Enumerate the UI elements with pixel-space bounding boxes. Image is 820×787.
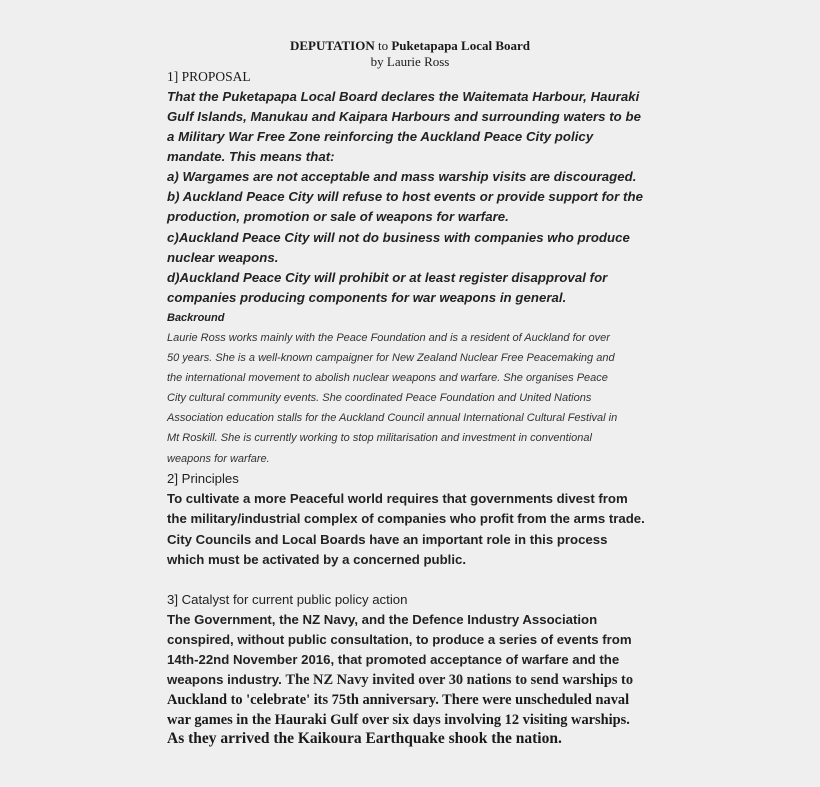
proposal-line: That the Puketapapa Local Board declares the Waitemata Harbour, Hauraki xyxy=(167,89,640,104)
proposal-line: Gulf Islands, Manukau and Kaipara Harbours and surrounding waters to be xyxy=(167,109,641,124)
title-deputation: DEPUTATION xyxy=(289,38,375,53)
principles-heading: 2] Principles xyxy=(167,471,239,486)
proposal-line: nuclear weapons. xyxy=(167,250,279,265)
proposal-line: mandate. This means that: xyxy=(167,149,335,164)
proposal-line: b) Auckland Peace City will refuse to host events or provide support for the xyxy=(167,189,643,204)
catalyst-line: conspired, without public consultation, to produce a series of events from xyxy=(167,632,632,647)
principles-line: City Councils and Local Boards have an important role in this process xyxy=(167,532,608,547)
principles-line: the military/industrial complex of companies who profit from the arms trade. xyxy=(167,511,645,526)
proposal-line: a Military War Free Zone reinforcing the Auckland Peace City policy xyxy=(167,129,594,144)
background-line: 50 years. She is a well-known campaigner for New Zealand Nuclear Free Peacemaking and xyxy=(167,352,615,364)
catalyst-heading: 3] Catalyst for current public policy action xyxy=(167,592,408,607)
background-line: Laurie Ross works mainly with the Peace Foundation and is a resident of Auckland for over xyxy=(167,332,610,344)
principles-line: To cultivate a more Peaceful world requires that governments divest from xyxy=(167,491,628,506)
proposal-line: production, promotion or sale of weapons for warfare. xyxy=(167,209,509,224)
background-line: weapons for warfare. xyxy=(167,453,270,465)
proposal-line: c)Auckland Peace City will not do business with companies who produce xyxy=(167,230,630,245)
proposal-line: d)Auckland Peace City will prohibit or at least register disapproval for xyxy=(167,270,608,285)
title-connector: to xyxy=(374,38,392,53)
title-board: Puketapapa Local Board xyxy=(391,38,531,53)
catalyst-final-line: As they arrived the Kaikoura Earthquake shook the nation. xyxy=(167,730,562,747)
catalyst-serif-line: Auckland to 'celebrate' its 75th anniversary. There were unscheduled naval xyxy=(167,692,630,708)
catalyst-line: The Government, the NZ Navy, and the Defence Industry Association xyxy=(167,612,598,627)
document-title xyxy=(0,38,820,54)
background-heading: Backround xyxy=(167,312,225,324)
proposal-line: a) Wargames are not acceptable and mass warship visits are discouraged. xyxy=(167,169,637,184)
background-line: the international movement to abolish nuclear weapons and warfare. She organises Peace xyxy=(167,372,608,384)
proposal-heading: 1] PROPOSAL xyxy=(167,69,251,84)
background-line: City cultural community events. She coordinated Peace Foundation and United Nations xyxy=(167,392,592,404)
proposal-line: companies producing components for war weapons in general. xyxy=(167,290,567,305)
catalyst-serif-line: war games in the Hauraki Gulf over six days involving 12 visiting warships. xyxy=(167,712,630,728)
catalyst-mixed-serif: The NZ Navy invited over 30 nations to send warships to xyxy=(285,672,634,688)
catalyst-mixed-line xyxy=(167,672,633,689)
background-line: Mt Roskill. She is currently working to stop militarisation and investment in conventional xyxy=(167,432,592,444)
document-author: by Laurie Ross xyxy=(370,54,450,69)
catalyst-line: 14th-22nd November 2016, that promoted acceptance of warfare and the xyxy=(167,652,620,667)
background-line: Association education stalls for the Auckland Council annual International Cultural Festival in xyxy=(167,412,618,424)
principles-line: which must be activated by a concerned public. xyxy=(167,552,466,567)
catalyst-mixed-sans: weapons industry. xyxy=(167,672,286,687)
